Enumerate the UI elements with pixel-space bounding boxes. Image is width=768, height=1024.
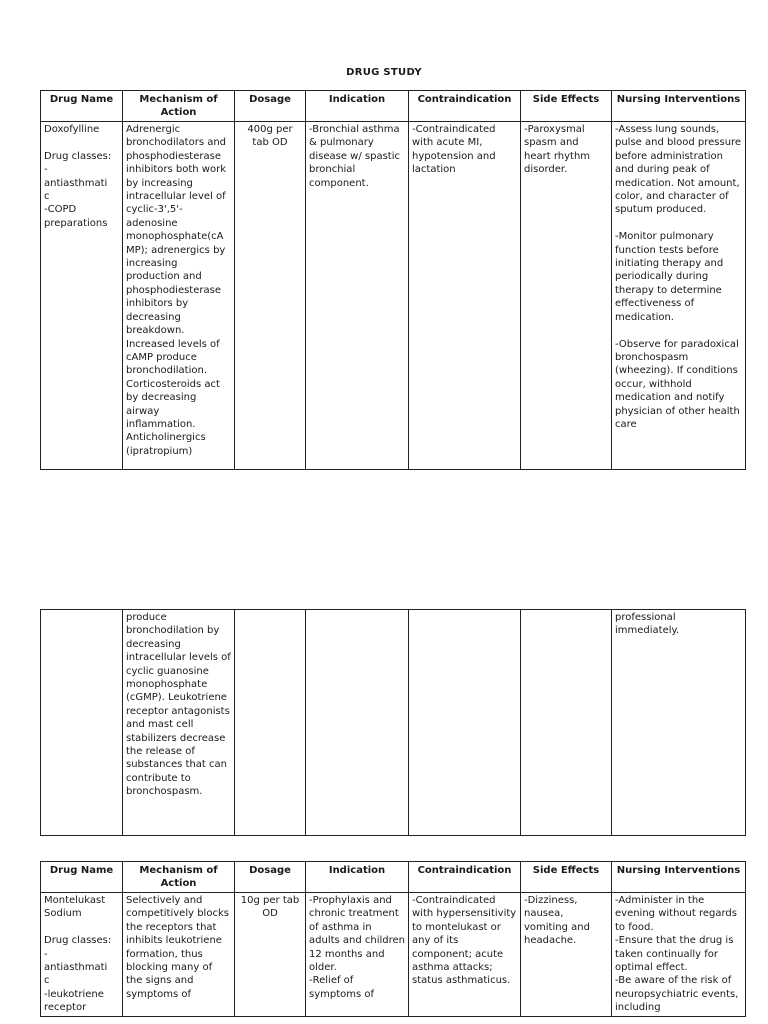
header-indication: Indication: [306, 862, 409, 893]
header-dosage: Dosage: [235, 91, 306, 122]
cell-contraindication: [409, 610, 521, 836]
cell-drug-name: Doxofylline Drug classes: - antiasthmati c -COPD preparations: [41, 122, 123, 470]
header-nursing-interventions: Nursing Interventions: [612, 91, 746, 122]
header-contraindication: Contraindication: [409, 91, 521, 122]
header-contraindication: Contraindication: [409, 862, 521, 893]
header-nursing-interventions: Nursing Interventions: [612, 862, 746, 893]
table-row: [41, 610, 746, 836]
cell-mechanism: Selectively and competitively blocks the receptors that inhibits leukotriene formation, thus blocking many of the signs and symptoms of: [123, 893, 235, 1017]
drug-study-table-doxofylline: [40, 90, 746, 470]
cell-mechanism: produce bronchodilation by decreasing intracellular levels of cyclic guanosine monophosphate (cGMP). Leukotriene receptor antagonists and mast cell stabilizers decrease the release of substances that can contribute to bronchospasm.: [123, 610, 235, 836]
cell-nursing-interventions: -Administer in the evening without regards to food. -Ensure that the drug is taken continually for optimal effect. -Be aware of the risk of neuropsychiatric events, including: [612, 893, 746, 1017]
cell-contraindication: -Contraindicated with hypersensitivity to montelukast or any of its component; acute asthma attacks; status asthmaticus.: [409, 893, 521, 1017]
drug-study-table-continuation: [40, 609, 746, 836]
cell-dosage: [235, 610, 306, 836]
drug-study-table-montelukast: [40, 861, 746, 1017]
cell-drug-name: Montelukast Sodium Drug classes: - antiasthmati c -leukotriene receptor: [41, 893, 123, 1017]
page-title: DRUG STUDY: [346, 67, 422, 78]
cell-dosage: 400g per tab OD: [235, 122, 306, 470]
header-side-effects: Side Effects: [521, 862, 612, 893]
cell-nursing-interventions: -Assess lung sounds, pulse and blood pressure before administration and during peak of medication. Not amount, color, and character of sputum produced. -Monitor pulmonary function tests before initiating therapy and periodically during therapy to determine effectiveness of medication. -Observe for paradoxical bronchospasm (wheezing). If conditions occur, withhold medication and notify physician of other health care: [612, 122, 746, 470]
table-row: [41, 122, 746, 470]
cell-side-effects: -Paroxysmal spasm and heart rhythm disorder.: [521, 122, 612, 470]
cell-nursing-interventions: professional immediately.: [612, 610, 746, 836]
table-row: [41, 893, 746, 1017]
header-side-effects: Side Effects: [521, 91, 612, 122]
cell-contraindication: -Contraindicated with acute MI, hypotension and lactation: [409, 122, 521, 470]
table-header-row: [41, 91, 746, 122]
cell-indication: [306, 610, 409, 836]
header-mechanism: Mechanism of Action: [123, 862, 235, 893]
table-header-row: [41, 862, 746, 893]
header-mechanism: Mechanism of Action: [123, 91, 235, 122]
header-drug-name: Drug Name: [41, 862, 123, 893]
cell-dosage: 10g per tab OD: [235, 893, 306, 1017]
cell-side-effects: -Dizziness, nausea, vomiting and headache.: [521, 893, 612, 1017]
cell-indication: -Prophylaxis and chronic treatment of asthma in adults and children 12 months and older. -Relief of symptoms of: [306, 893, 409, 1017]
cell-indication: -Bronchial asthma & pulmonary disease w/ spastic bronchial component.: [306, 122, 409, 470]
header-drug-name: Drug Name: [41, 91, 123, 122]
cell-side-effects: [521, 610, 612, 836]
header-dosage: Dosage: [235, 862, 306, 893]
header-indication: Indication: [306, 91, 409, 122]
cell-drug-name: [41, 610, 123, 836]
cell-mechanism: Adrenergic bronchodilators and phosphodiesterase inhibitors both work by increasing intracellular level of cyclic-3',5'-adenosine monophosphate(cAMP); adrenergics by increasing production and phosphodiesterase inhibitors by decreasing breakdown. Increased levels of cAMP produce bronchodilation. Corticosteroids act by decreasing airway inflammation. Anticholinergics (ipratropium): [123, 122, 235, 470]
